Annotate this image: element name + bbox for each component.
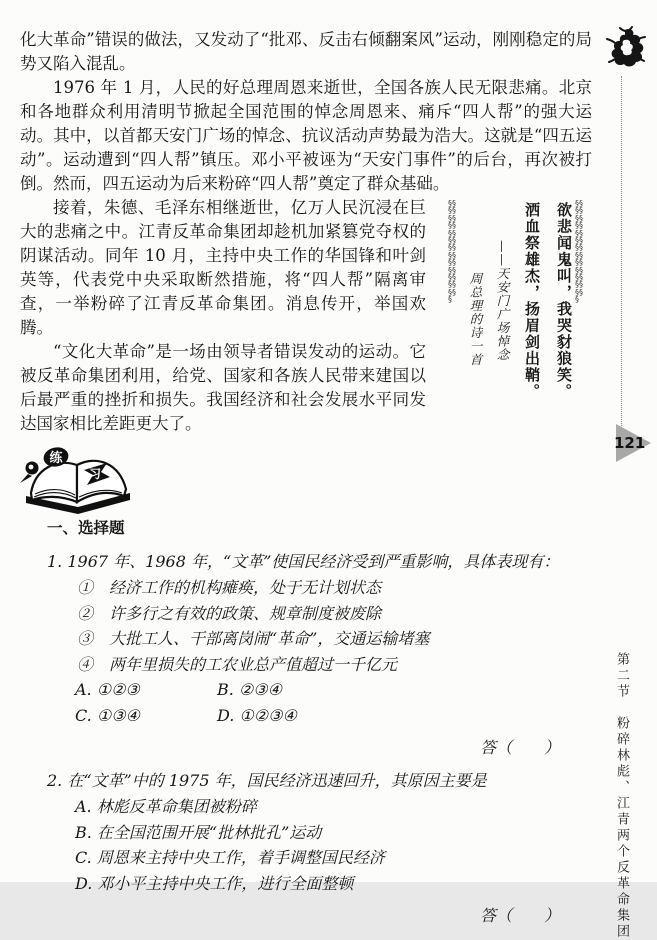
poem-attribution: 周总理的诗一首 xyxy=(468,272,483,367)
answer-blank: 答（ ） xyxy=(479,906,560,925)
question-1-options-row xyxy=(75,677,592,703)
answer-blank: 答（ ） xyxy=(479,738,560,757)
question-2-stem: 2. 在“文革”中的 1975 年，国民经济迅速回升，其原因主要是 xyxy=(47,770,487,790)
option-d: D. 邓小平主持中央工作，进行全面整顿 xyxy=(75,873,354,893)
option-b: B. ②③④ xyxy=(217,680,282,699)
open-book-icon xyxy=(18,444,136,514)
body-text-wrap xyxy=(20,196,426,436)
question-1-item: ③ 大批工人、干部离岗闹“革命”，交通运输堵塞 xyxy=(77,629,430,648)
question-1-stem: 1. 1967 年、1968 年，“文革”使国民经济受到严重影响，具体表现有： xyxy=(47,551,560,571)
question-1-item: ④ 两年里损失的工农业总产值超过一千亿元 xyxy=(77,654,398,674)
body-paragraph: 1976 年 1 月，人民的好总理周恩来逝世，全国各族人民无限悲痛。北京和各地群众利用清明节掀起全国范围的悼念周恩来、痛斥“四人帮”的强大运动。其中，以首都天安门广场的悼念、抗议活动声势最为浩大。这就是“四五运动”。运动遭到“四人帮”镇压。邓小平被诬为“天安门事件”的后台，再次被打倒。然而，四五运动为后来粉碎“四人帮”奠定了群众基础。 xyxy=(20,78,592,193)
practice-section-marker xyxy=(18,444,592,514)
margin-dotted-rule xyxy=(621,76,622,428)
option-c: C. ①③④ xyxy=(75,705,140,725)
exercise-section-heading: 一、选择题 xyxy=(47,519,125,537)
main-text-column xyxy=(20,28,592,936)
body-paragraph: 接着，朱德、毛泽东相继逝世，亿万人民沉浸在巨大的悲痛之中。江青反革命集团却趁机加紧篡党夺权的阴谋活动。同年 10 月，主持中央工作的华国锋和叶剑英等，代表党中央采取断然措施，将“四人帮”隔离审查，一举粉碎了江青反革命集团。消息传开，举国欢腾。 xyxy=(20,198,426,337)
question-1-item: ① 经济工作的机构瘫痪，处于无计划状态 xyxy=(77,578,382,597)
poem-sidebar xyxy=(426,196,592,406)
option-c: C. 周恩来主持中央工作，着手调整国民经济 xyxy=(75,848,385,867)
text-and-poem-band xyxy=(20,196,592,436)
option-d: D. ①②③④ xyxy=(217,705,297,725)
question-1-item: ② 许多行之有效的政策、规章制度被废除 xyxy=(77,603,382,623)
practice-char-2: 习 xyxy=(88,467,102,481)
question-1-options-row xyxy=(75,703,592,729)
practice-char-1: 练 xyxy=(49,451,63,466)
section-title-vertical: 第二节 粉碎林彪、江青两个反革命集团 xyxy=(614,652,629,940)
option-a: A. 林彪反革命集团被粉碎 xyxy=(75,797,257,816)
dragon-ornament-icon xyxy=(604,26,648,78)
poem-line: 洒血祭雄杰，扬眉剑出鞘。 xyxy=(523,202,541,400)
option-b: B. 在全国范围开展“批林批孔”运动 xyxy=(75,822,322,842)
ornament-chain-right: §§§§§§§§§§§§§§§§§§§§§§§§§§§ xyxy=(575,199,583,305)
page-number-badge xyxy=(616,424,656,462)
exercise-block xyxy=(20,516,592,929)
body-paragraph: “文化大革命”是一场由领导者错误发动的运动。它被反革命集团利用，给党、国家和各族人民带来建国以后最严重的挫折和损失。我国经济和社会发展水平同发达国家相比差距更大了。 xyxy=(20,342,426,433)
option-a: A. ①②③ xyxy=(75,680,140,699)
page-number: 121 xyxy=(614,434,646,452)
ornament-chain-left: §§§§§§§§§§§§§§§§§§§§§§§§§§§ xyxy=(448,199,456,305)
poem-vertical-text xyxy=(457,200,575,402)
body-paragraph: 化大革命”错误的做法，又发动了“批邓、反击右倾翻案风”运动，刚刚稳定的局势又陷入混乱。 xyxy=(20,30,592,73)
poem-line: 欲悲闻鬼叫，我哭豺狼笑。 xyxy=(555,202,573,400)
poem-attribution: ——天安门广场悼念 xyxy=(495,240,510,362)
